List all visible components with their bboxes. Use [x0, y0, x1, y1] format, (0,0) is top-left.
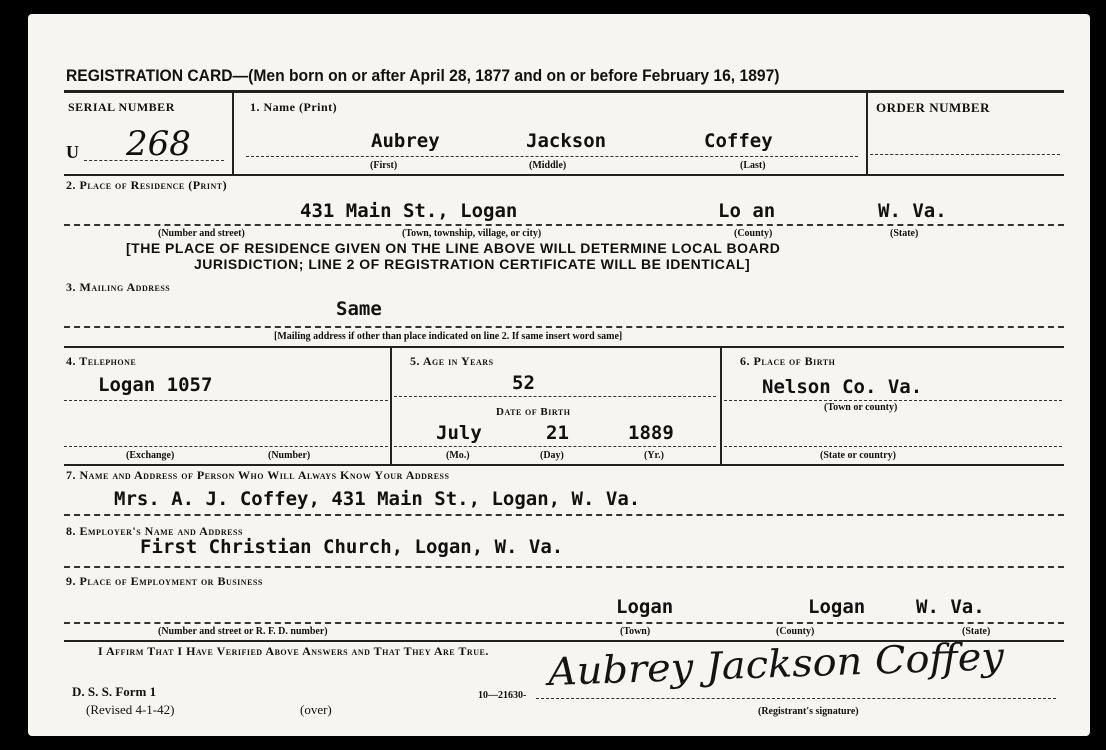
birthplace-value: Nelson Co. Va.	[762, 376, 923, 398]
residence-town-caption: (Town, township, village, or city)	[402, 228, 542, 239]
age-label: 5. Age in Years	[410, 354, 494, 368]
registration-card	[28, 14, 1090, 736]
birthplace-state-caption: (State or country)	[820, 450, 896, 461]
print-code: 10—21630-	[478, 690, 527, 701]
telephone-value: Logan 1057	[98, 374, 213, 396]
serial-number-label: SERIAL NUMBER	[68, 100, 175, 114]
employment-state-caption: (State)	[962, 626, 991, 637]
dob-yr-caption: (Yr.)	[644, 450, 664, 461]
age-value: 52	[512, 372, 535, 394]
residence-notice-line1: [THE PLACE OF RESIDENCE GIVEN ON THE LINE ABOVE WILL DETERMINE LOCAL BOARD	[126, 240, 781, 256]
dob-year: 1889	[628, 422, 674, 444]
name-label: 1. Name (Print)	[250, 100, 338, 114]
serial-prefix: U	[66, 142, 79, 162]
form-id: D. S. S. Form 1	[72, 684, 157, 699]
telephone-label: 4. Telephone	[66, 354, 137, 368]
middle-name-value: Jackson	[526, 130, 607, 152]
employer-label: 8. Employer's Name and Address	[66, 524, 243, 538]
signature-caption: (Registrant's signature)	[758, 706, 859, 717]
exchange-caption: (Exchange)	[126, 450, 175, 461]
number-caption: (Number)	[268, 450, 311, 461]
dob-mo-caption: (Mo.)	[446, 450, 470, 461]
mailing-address-label: 3. Mailing Address	[66, 280, 171, 294]
employment-state: W. Va.	[916, 596, 985, 618]
over-note: (over)	[300, 702, 332, 717]
birthplace-label: 6. Place of Birth	[740, 354, 836, 368]
dob-day-caption: (Day)	[540, 450, 564, 461]
affirmation-text: I Affirm That I Have Verified Above Answers and That They Are True.	[98, 644, 489, 658]
residence-county: Lo an	[718, 200, 776, 222]
employer-value: First Christian Church, Logan, W. Va.	[140, 536, 564, 558]
residence-label: 2. Place of Residence (Print)	[66, 178, 228, 192]
serial-number-value: 268	[126, 124, 191, 164]
residence-state: W. Va.	[878, 200, 947, 222]
dob-day: 21	[546, 422, 569, 444]
dob-month: July	[436, 422, 482, 444]
residence-notice-line2: JURISDICTION; LINE 2 OF REGISTRATION CERTIFICATE WILL BE IDENTICAL]	[194, 256, 751, 272]
mailing-caption: [Mailing address if other than place indicated on line 2. If same insert word same]	[274, 331, 623, 342]
employment-county: Logan	[808, 596, 866, 618]
employment-town: Logan	[616, 596, 674, 618]
employment-label: 9. Place of Employment or Business	[66, 574, 263, 588]
form-revised: (Revised 4-1-42)	[86, 702, 175, 717]
residence-state-caption: (State)	[890, 228, 919, 239]
contact-label: 7. Name and Address of Person Who Will Always Know Your Address	[66, 468, 450, 482]
card-title: REGISTRATION CARD—(Men born on or after April 28, 1877 and on or before February 16, 1897)	[66, 66, 780, 85]
employment-town-caption: (Town)	[620, 626, 651, 637]
mailing-address-value: Same	[336, 298, 382, 320]
birthplace-town-caption: (Town or county)	[824, 402, 898, 413]
last-name-value: Coffey	[704, 130, 773, 152]
employment-county-caption: (County)	[776, 626, 815, 637]
residence-county-caption: (County)	[734, 228, 773, 239]
first-caption: (First)	[370, 160, 398, 171]
first-name-value: Aubrey	[371, 130, 440, 152]
dob-label: Date of Birth	[496, 406, 571, 418]
employment-street-caption: (Number and street or R. F. D. number)	[158, 626, 328, 637]
residence-street-caption: (Number and street)	[158, 228, 245, 239]
middle-caption: (Middle)	[529, 160, 567, 171]
registrant-signature: Aubrey Jackson Coffey	[547, 634, 1005, 694]
residence-street-town: 431 Main St., Logan	[300, 200, 518, 222]
contact-value: Mrs. A. J. Coffey, 431 Main St., Logan, W. Va.	[114, 488, 641, 510]
last-caption: (Last)	[740, 160, 766, 171]
order-number-label: ORDER NUMBER	[876, 100, 990, 115]
